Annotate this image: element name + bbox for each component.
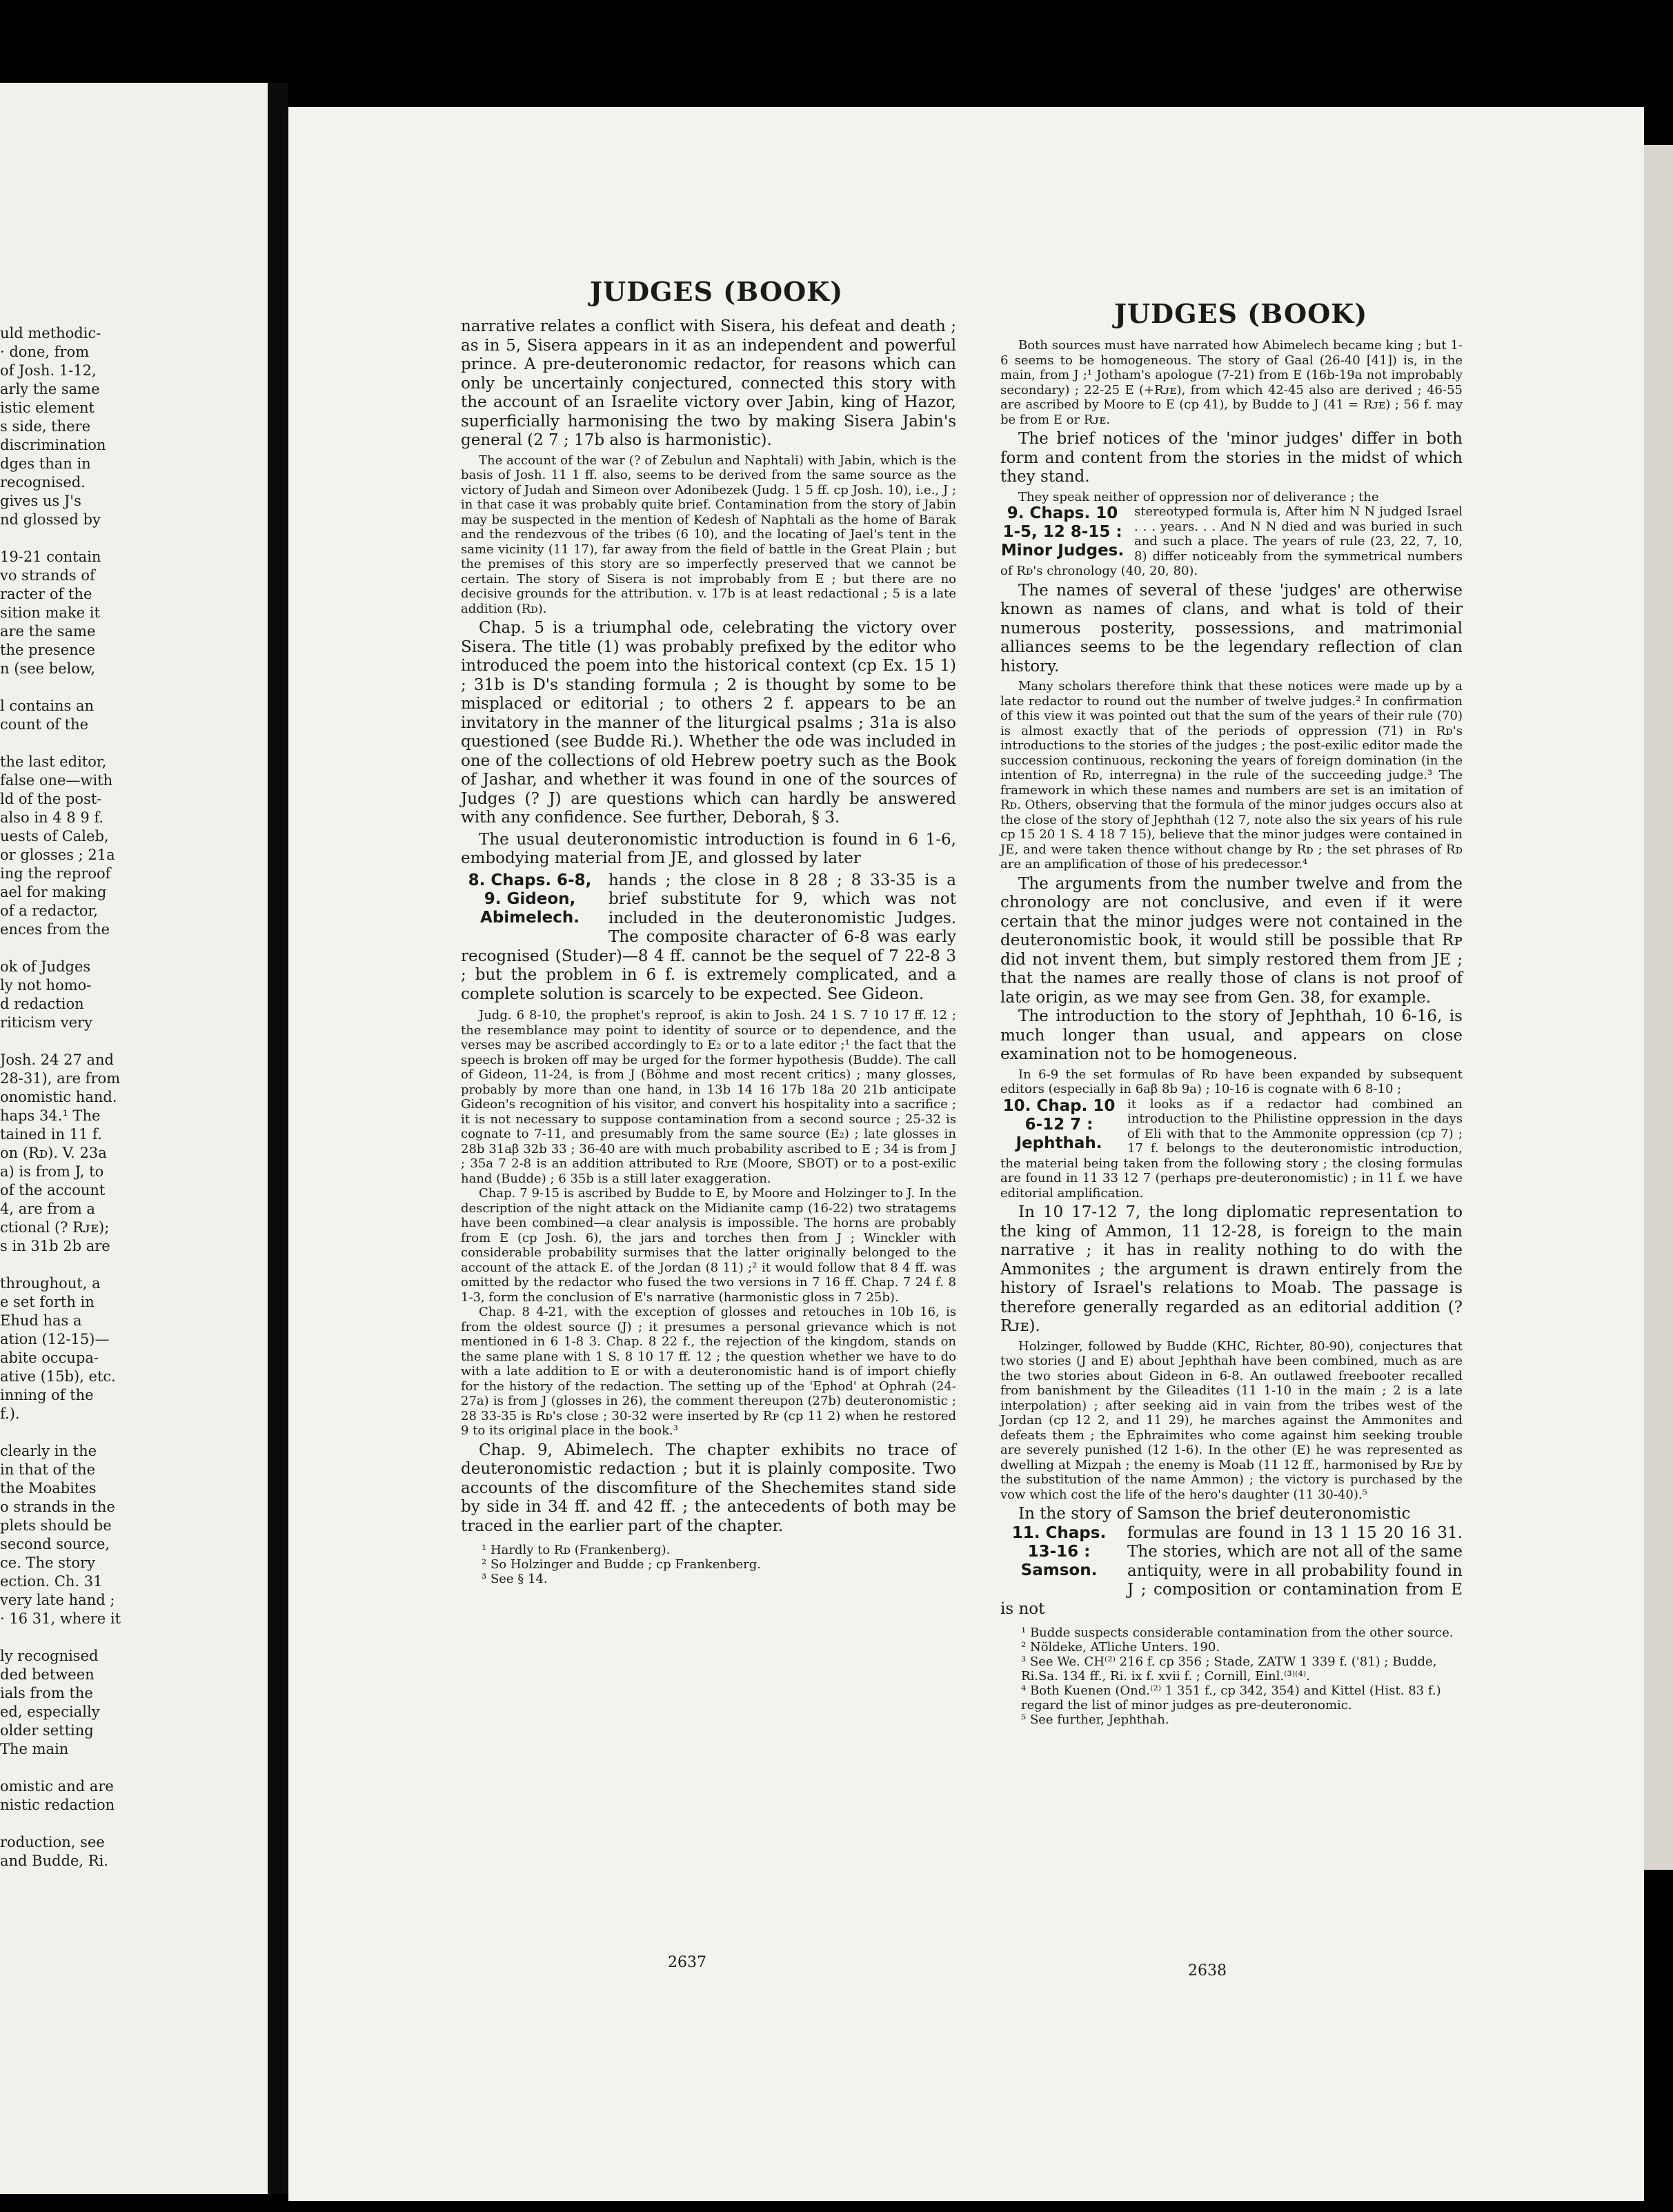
facing-page-text — [0, 324, 262, 1870]
fragment-line: vo strands of — [0, 567, 95, 584]
section-sidehead: 11. Chaps. 13-16 : Samson. — [1011, 1523, 1107, 1579]
fragment-line: ded between — [0, 1666, 95, 1683]
fragment-line: gives us J's — [0, 493, 81, 509]
fragment-line: false one—with — [0, 772, 113, 789]
fragment-line: uests of Caleb, — [0, 828, 109, 845]
fragment-line: inning of the — [0, 1387, 94, 1403]
fragment-line: or glosses ; 21a — [0, 847, 115, 863]
paragraph: The introduction to the story of Jephthah, 10 6-16, is much longer than usual, and appears on close examination not to be homogeneous. — [1000, 1007, 1463, 1063]
fragment-line: the Moabites — [0, 1480, 97, 1497]
fragment-line: ce. The story — [0, 1554, 95, 1571]
paragraph: In the story of Samson the brief deuteronomistic — [1018, 1505, 1411, 1523]
fragment-line: ing the reproof — [0, 865, 111, 882]
paragraph: The brief notices of the 'minor judges' differ in both form and content from the stories in the midst of which they stand. — [1000, 430, 1463, 486]
fragment-line: l contains an — [0, 698, 95, 714]
fragment-line: are the same — [0, 623, 96, 640]
fragment-line: the presence — [0, 642, 95, 658]
paragraph: formulas are found in 13 1 15 20 16 31. The stories, which are not all of the same antiquity, were in all probability found in J ; composition or contamination from E is not — [1000, 1523, 1463, 1618]
fragment-line: d redaction — [0, 996, 84, 1012]
fragment-line: recognised. — [0, 474, 86, 491]
fragment-line: abite occupa- — [0, 1350, 99, 1366]
small-paragraph: Many scholars therefore think that these notices were made up by a late redactor to round out the number of twelve judges.² In confirmation of this view it was pointed out that the sum of the years of their rule (70) is almost exactly that of the periods of oppression (71) in Rᴅ's introductions to the stories of the judges ; the post-exilic editor made the succession continuous, reckoning the years of foreign domination (in the intention of Rᴅ, interregna) in the rule of the succeeding judge.³ The framework in which these names and numbers are set is an imitation of Rᴅ. Others, observing that the formula of the minor judges occurs also at the close of the story of Jephthah (12 7, note also the six years of his rule cp 15 20 1 S. 4 18 7 15), believe that the minor judges were contained in JE, and were taken thence without change by Rᴅ ; the set phrases of Rᴅ are an amplification of those of his predecessor.⁴ — [1000, 679, 1463, 871]
fragment-line: sition make it — [0, 604, 100, 621]
footnote: ² So Holzinger and Budde ; cp Frankenberg. — [482, 1557, 761, 1572]
small-paragraph: stereotyped formula is, After him N N judged Israel . . . years. . . And N N died and was buried in such and such a place. The years of rule (23, 22, 7, 10, 8) differ noticeably from the symmetrical numbers of Rᴅ's chronology (40, 20, 80). — [1000, 504, 1463, 578]
fragment-line: e set forth in — [0, 1294, 95, 1310]
facing-page-fragment — [0, 83, 268, 2194]
fragment-line: Josh. 24 27 and — [0, 1051, 114, 1068]
paragraph: Chap. 9, Abimelech. The chapter exhibits no trace of deuteronomistic redaction ; but it is plainly composite. Two accounts of the discomfiture of the Shechemites stand side by side in 34 ff. and 42 ff. ; the antecedents of both may be traced in the earlier part of the chapter. — [461, 1441, 956, 1535]
footnote: ³ See We. CH⁽²⁾ 216 f. cp 356 ; Stade, ZATW 1 339 f. ('81) ; Budde, Ri.Sa. 134 ff., Ri. ix f. xvii f. ; Cornill, Einl.⁽³⁾⁽⁴⁾. — [1021, 1655, 1437, 1683]
small-paragraph: They speak neither of oppression nor of deliverance ; the — [1018, 489, 1379, 504]
fragment-line: older setting — [0, 1722, 94, 1739]
small-paragraph: Chap. 8 4-21, with the exception of glosses and retouches in 10b 16, is from the oldest source (J) ; it presumes a personal grievance which is not mentioned in 6 1-8 3. Chap. 8 22 f., the rejection of the kingdom, stands on the same plane with 1 S. 8 10 17 ff. 12 ; the question whether we have to do with a late addition to E or with a deuteronomistic hand is of import chiefly for the history of the redaction. The setting up of the 'Ephod' at Ophrah (24-27a) is from J (glosses in 26), the comment thereupon (27b) deuteronomistic ; 28 33-35 is Rᴅ's close ; 30-32 were inserted by Rᴘ (cp 11 2) when he restored 9 to its original place in the book.³ — [461, 1305, 956, 1438]
fragment-line: · 16 31, where it — [0, 1610, 121, 1627]
paragraph: The names of several of these 'judges' are otherwise known as names of clans, and what is told of their numerous posterity, possessions, and matrimonial alliances seems to be the legendary reflection of clan history. — [1000, 581, 1463, 675]
fragment-line: ctional (? Rᴊᴇ); — [0, 1219, 110, 1236]
fragment-line: Ehud has a — [0, 1312, 82, 1329]
fragment-line: the last editor, — [0, 753, 107, 770]
section-sidehead: 9. Chaps. 10 1-5, 12 8-15 : Minor Judges. — [1000, 504, 1125, 560]
fragment-line: discrimination — [0, 437, 106, 453]
small-paragraph: it looks as if a redactor had combined an introduction to the Philistine oppression in the days of Eli with that to the Ammonite oppression (cp 7) ; 17 f. belongs to the deuteronomistic introduction, the material being taken from the following story ; the closing formulas are found in 11 33 12 7 (perhaps pre-deuteronomistic) ; in 11 f. we have editorial amplification. — [1000, 1096, 1463, 1201]
fragment-line: s side, there — [0, 418, 91, 435]
fragment-line: plets should be — [0, 1517, 112, 1534]
fragment-line: dges than in — [0, 455, 91, 472]
fragment-line: also in 4 8 9 f. — [0, 809, 104, 826]
fragment-line — [0, 1759, 262, 1777]
fragment-line: istic element — [0, 399, 95, 416]
fragment-line: of Josh. 1-12, — [0, 362, 97, 379]
fragment-line: ials from the — [0, 1685, 93, 1701]
footnote: ⁵ See further, Jephthah. — [1021, 1712, 1169, 1727]
fragment-line: clearly in the — [0, 1443, 97, 1459]
paragraph: narrative relates a conflict with Sisera, his defeat and death ; as in 5, Sisera appears in it as an independent and powerful prince. A pre-deuteronomic redactor, for reasons which can only be uncertainly conjectured, connected this story with the account of an Israelite victory over Jabin, king of Hazor, superficially harmonising the two by making Sisera Jabin's general (2 7 ; 17b also is harmonistic). — [461, 317, 956, 449]
running-head-right: JUDGES (BOOK) — [1114, 298, 1368, 329]
fragment-line: and Budde, Ri. — [0, 1853, 108, 1869]
small-paragraph: In 6-9 the set formulas of Rᴅ have been expanded by subsequent editors (especially in 6aβ 8b 9a) ; 10-16 is cognate with 6 8-10 ; — [1000, 1067, 1463, 1096]
paragraph: The usual deuteronomistic introduction is found in 6 1-6, embodying material from JE, and glossed by later — [461, 830, 956, 867]
fragment-line: of the account — [0, 1182, 106, 1198]
fragment-line: s in 31b 2b are — [0, 1238, 110, 1254]
fragment-line: ative (15b), etc. — [0, 1368, 116, 1385]
fragment-line: roduction, see — [0, 1834, 105, 1850]
fragment-line: n (see below, — [0, 660, 96, 677]
section-sidehead: 10. Chap. 10 6-12 7 : Jephthah. — [1002, 1096, 1116, 1152]
fragment-line: 19-21 contain — [0, 549, 101, 565]
fragment-line: The main — [0, 1741, 69, 1757]
fragment-line: o strands in the — [0, 1499, 115, 1515]
fragment-line: ation (12-15)— — [0, 1331, 110, 1347]
footnote: ¹ Budde suspects considerable contamination from the other source. — [1021, 1626, 1454, 1640]
small-paragraph: Holzinger, followed by Budde (KHC, Richter, 80-90), conjectures that two stories (J and E) about Jephthah have been combined, much as are the two stories about Gideon in 6-8. An outlawed freebooter recalled from banishment by the Gileadites (11 1-10 in the main ; 2 is a late interpolation) ; after seeking aid in vain from the tribes west of the Jordan (cp 12 2, and 11 29), he marches against the Ammonites and defeats them ; the Ephraimites who come against him seeking trouble are severely punished (12 1-6). In the other (E) he was represented as dwelling at Mizpah ; the enemy is Moab (11 12 ff., harmonised by Rᴊᴇ by the substitution of the name Ammon) ; the victory is purchased by the vow which cost the life of the hero's daughter (11 30-40).⁵ — [1000, 1339, 1463, 1502]
fragment-line: very late hand ; — [0, 1592, 115, 1608]
page-number-left: 2637 — [668, 1954, 706, 1971]
fragment-line: second source, — [0, 1536, 110, 1552]
fragment-line — [0, 1032, 262, 1051]
fragment-line: count of the — [0, 716, 89, 733]
small-paragraph: Judg. 6 8-10, the prophet's reproof, is akin to Josh. 24 1 S. 7 10 17 ff. 12 ; the resemblance may point to identity of source or to dependence, and the verses may be ascribed accordingly to E₂ or to a late editor ;¹ the fact that the speech is broken off may be urged for the former hypothesis (Budde). The call of Gideon, 11-24, is from J (Böhme and most recent critics) ; many glosses, probably by more than one hand, in 13b 14 16 17b 18a 20 21b anticipate Gideon's recognition of his visitor, and convert his hospitality into a sacrifice ; it is not necessary to suppose contamination from a second source ; 25-32 is cognate to 7-11, and presumably from the same source (E₂) ; late glosses in 28b 31aβ 32b 33 ; 36-40 are with much probability ascribed to E ; 34 is from J ; 35a 7 2-8 is an addition attributed to Rᴊᴇ (Moore, SBOT) or to a post-exilic hand (Budde) ; 6 35b is a still later exaggeration. — [461, 1008, 956, 1186]
fragment-line: of a redactor, — [0, 902, 98, 919]
fragment-line: ly recognised — [0, 1648, 99, 1664]
fragment-line: ences from the — [0, 921, 110, 938]
fragment-line: 4, are from a — [0, 1201, 95, 1217]
fragment-line: on (Rᴅ). V. 23a — [0, 1145, 107, 1161]
footnotes — [461, 1543, 956, 1586]
small-paragraph: The account of the war (? of Zebulun and Naphtali) with Jabin, which is the basis of Josh. 11 1 ff. also, seems to be derived from the same source as the victory of Judah and Simeon over Adonibezek (Judg. 1 5 ff. cp Josh. 10), i.e., J ; in that case it was probably quite brief. Contamination from the story of Jabin may be suspected in the mention of Kedesh of Naphtali as the home of Barak and the rendezvous of the tribes (6 10), and the locating of Jael's tent in the same vicinity (11 17), far away from the field of battle in the Great Plain ; but the premises of this story are so imperfectly preserved that we cannot be certain. The story of Sisera is not improbably from E ; but there are no decisive grounds for the attribution. v. 17b is at least redactional ; 5 is a late addition (Rᴅ). — [461, 453, 956, 616]
fragment-line — [0, 678, 262, 697]
page-number-right: 2638 — [1188, 1962, 1227, 1979]
footnote: ³ See § 14. — [482, 1572, 548, 1586]
left-column — [461, 317, 956, 1586]
right-column — [1000, 338, 1463, 1727]
fragment-line: arly the same — [0, 381, 100, 397]
fragment-line: tained in 11 f. — [0, 1126, 102, 1143]
fragment-line: racter of the — [0, 586, 92, 602]
fragment-line: riticism very — [0, 1014, 92, 1031]
book-gutter — [268, 83, 288, 2194]
fragment-line — [0, 939, 262, 958]
fragment-line: throughout, a — [0, 1275, 101, 1292]
fragment-line: f.). — [0, 1405, 20, 1422]
section-sidehead: 8. Chaps. 6-8, 9. Gideon, Abimelech. — [468, 871, 592, 927]
running-head-left: JUDGES (BOOK) — [590, 276, 844, 307]
paragraph: hands ; the close in 8 28 ; 8 33-35 is a brief substitute for 9, which was not included in the deuteronomistic Judges. The composite character of 6-8 was early recognised (Studer)—8 4 ff. cannot be the sequel of 7 22-8 3 ; but the problem in 6 f. is extremely complicated, and a complete solution is scarcely to be expected. See Gideon. — [461, 871, 956, 1003]
fragment-line: ael for making — [0, 884, 107, 900]
fragment-line — [0, 529, 262, 548]
footnote: ² Nöldeke, ATliche Unters. 190. — [1021, 1640, 1220, 1655]
fragment-line: in that of the — [0, 1461, 95, 1478]
fragment-line: omistic and are — [0, 1778, 114, 1795]
fragment-line: a) is from J, to — [0, 1163, 104, 1180]
fragment-line: ed, especially — [0, 1704, 100, 1720]
fragment-line: nistic redaction — [0, 1797, 115, 1813]
small-paragraph: Both sources must have narrated how Abimelech became king ; but 1-6 seems to be homogeneous. The story of Gaal (26-40 [41]) is, in the main, from J ;¹ Jotham's apologue (7-21) from E (16b-19a not improbably secondary) ; 22-25 E (+Rᴊᴇ), from which 42-45 also are derived ; 46-55 are ascribed by Moore to E (cp 41), by Budde to J (41 = Rᴊᴇ) ; 56 f. may be from E or Rᴊᴇ. — [1000, 338, 1463, 427]
fragment-line: 28-31), are from — [0, 1070, 121, 1087]
fragment-line — [0, 1423, 262, 1442]
fragment-line: ly not homo- — [0, 977, 92, 994]
footnote: ⁴ Both Kuenen (Ond.⁽²⁾ 1 351 f., cp 342, 354) and Kittel (Hist. 83 f.) regard the list of minor judges as pre-deuteronomic. — [1021, 1683, 1441, 1712]
fragment-line: ld of the post- — [0, 791, 102, 807]
paragraph: Chap. 5 is a triumphal ode, celebrating the victory over Sisera. The title (1) was probably prefixed by the editor who introduced the poem into the historical context (cp Ex. 15 1) ; 31b is D's standing formula ; 2 is thought by some to be misplaced or editorial ; to others 2 f. appears to be an invitatory in the manner of the liturgical psalms ; 31a is also questioned (see Budde Ri.). Whether the ode was included in one of the collections of old Hebrew poetry such as the Book of Jashar, and whether it was found in one of the sources of Judges (? J) are questions which can hardly be answered with any confidence. See further, Deborah, § 3. — [461, 619, 956, 827]
small-paragraph: Chap. 7 9-15 is ascribed by Budde to E, by Moore and Holzinger to J. In the description of the night attack on the Midianite camp (16-22) two stratagems have been combined—a clear analysis is impossible. The horns are probably from E (cp Josh. 6), the jars and torches then from J ; Winckler with considerable probability surmises that the latter originally belonged to the account of the attack E. of the Jordan (8 11) ;² it would follow that 8 4 ff. was omitted by the redactor who fused the two versions in 7 16 ff. Chap. 7 24 f. 8 1-3, form the conclusion of E's narrative (harmonistic gloss in 7 25b). — [461, 1186, 956, 1305]
footnotes — [1000, 1626, 1463, 1727]
fragment-line — [0, 1628, 262, 1647]
fragment-line — [0, 1256, 262, 1274]
fragment-line — [0, 734, 262, 753]
fragment-line: ok of Judges — [0, 958, 91, 975]
fragment-line: · done, from — [0, 344, 90, 360]
paragraph: In 10 17-12 7, the long diplomatic representation to the king of Ammon, 11 12-28, is foreign to the main narrative ; it has in reality nothing to do with the Ammonites ; the argument is drawn entirely from the history of Israel's relations to Moab. The passage is therefore generally regarded as an editorial addition (? Rᴊᴇ). — [1000, 1203, 1463, 1335]
fragment-line: haps 34.¹ The — [0, 1107, 101, 1124]
fragment-line: nd glossed by — [0, 511, 101, 528]
fragment-line: onomistic hand. — [0, 1089, 117, 1105]
paragraph: The arguments from the number twelve and from the chronology are not conclusive, and even if it were certain that the minor judges were not contained in the deuteronomistic book, it would still be possible that Rᴘ did not invent them, but simply restored them from JE ; that the names are really those of clans is not proof of late origin, as we may see from Gen. 38, for example. — [1000, 874, 1463, 1007]
footnote: ¹ Hardly to Rᴅ (Frankenberg). — [482, 1543, 671, 1557]
fragment-line: ection. Ch. 31 — [0, 1573, 103, 1590]
fragment-line: uld methodic- — [0, 325, 101, 342]
page-edge — [1644, 145, 1673, 1870]
fragment-line — [0, 1815, 262, 1833]
